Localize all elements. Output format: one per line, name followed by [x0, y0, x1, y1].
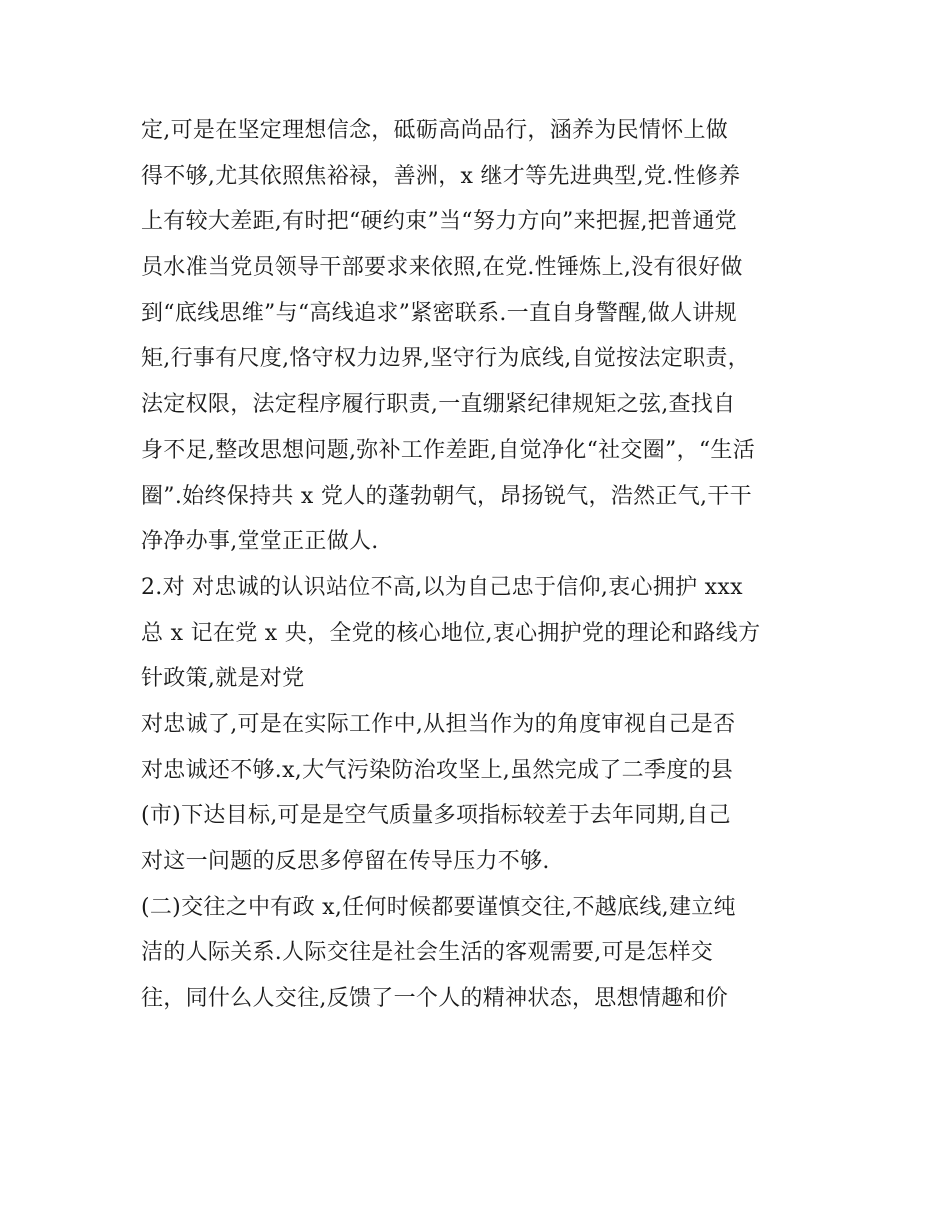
- text-line: 2.对 对忠诚的认识站位不高,以为自己忠于信仰,衷心拥护 xxx: [141, 574, 743, 600]
- text-line: 定,可是在坚定理想信念，砥砺高尚品行，涵养为民情怀上做: [141, 118, 729, 143]
- text-line: 身不足,整改思想问题,弥补工作差距,自觉净化“社交圈”，“生活: [141, 437, 756, 463]
- text-line: 对忠诚还不够.x,大气污染防治攻坚上,虽然完成了二季度的县: [141, 757, 734, 783]
- text-line: 得不够,尤其依照焦裕禄，善洲，x 继才等先进典型,党.性修养: [141, 163, 741, 189]
- document-body: [141, 108, 821, 1022]
- text-line: 洁的人际关系.人际交往是社会生活的客观需要,可是怎样交: [141, 940, 714, 966]
- text-line: 对这一问题的反思多停留在传导压力不够.: [141, 849, 550, 874]
- text-line: 圈”.始终保持共 x 党人的蓬勃朝气，昂扬锐气，浩然正气,干干: [141, 483, 752, 509]
- text-line: 对忠诚了,可是在实际工作中,从担当作为的角度审视自己是否: [141, 711, 736, 737]
- text-line: 往，同什么人交往,反馈了一个人的精神状态，思想情趣和价: [141, 986, 729, 1012]
- text-line: 员水准当党员领导干部要求来依照,在党.性锤炼上,没有很好做: [141, 255, 743, 281]
- text-line: (市)下达目标,可是是空气质量多项指标较差于去年同期,自己: [141, 803, 731, 829]
- text-line: 总 x 记在党 x 央，全党的核心地位,衷心拥护党的理论和路线方: [141, 620, 761, 646]
- text-line: (二)交往之中有政 x,任何时候都要谨慎交往,不越底线,建立纯: [141, 894, 736, 920]
- text-line: 针政策,就是对党: [141, 666, 305, 692]
- text-line: 净净办事,堂堂正正做人.: [141, 529, 379, 555]
- text-line: 到“底线思维”与“高线追求”紧密联系.一直自身警醒,做人讲规: [141, 300, 737, 326]
- text-line: 法定权限，法定程序履行职责,一直绷紧纪律规矩之弦,查找自: [141, 392, 736, 418]
- text-line: 矩,行事有尺度,恪守权力边界,坚守行为底线,自觉按法定职责，: [141, 346, 750, 372]
- text-line: 上有较大差距,有时把“硬约束”当“努力方向”来把握,把普通党: [141, 209, 737, 235]
